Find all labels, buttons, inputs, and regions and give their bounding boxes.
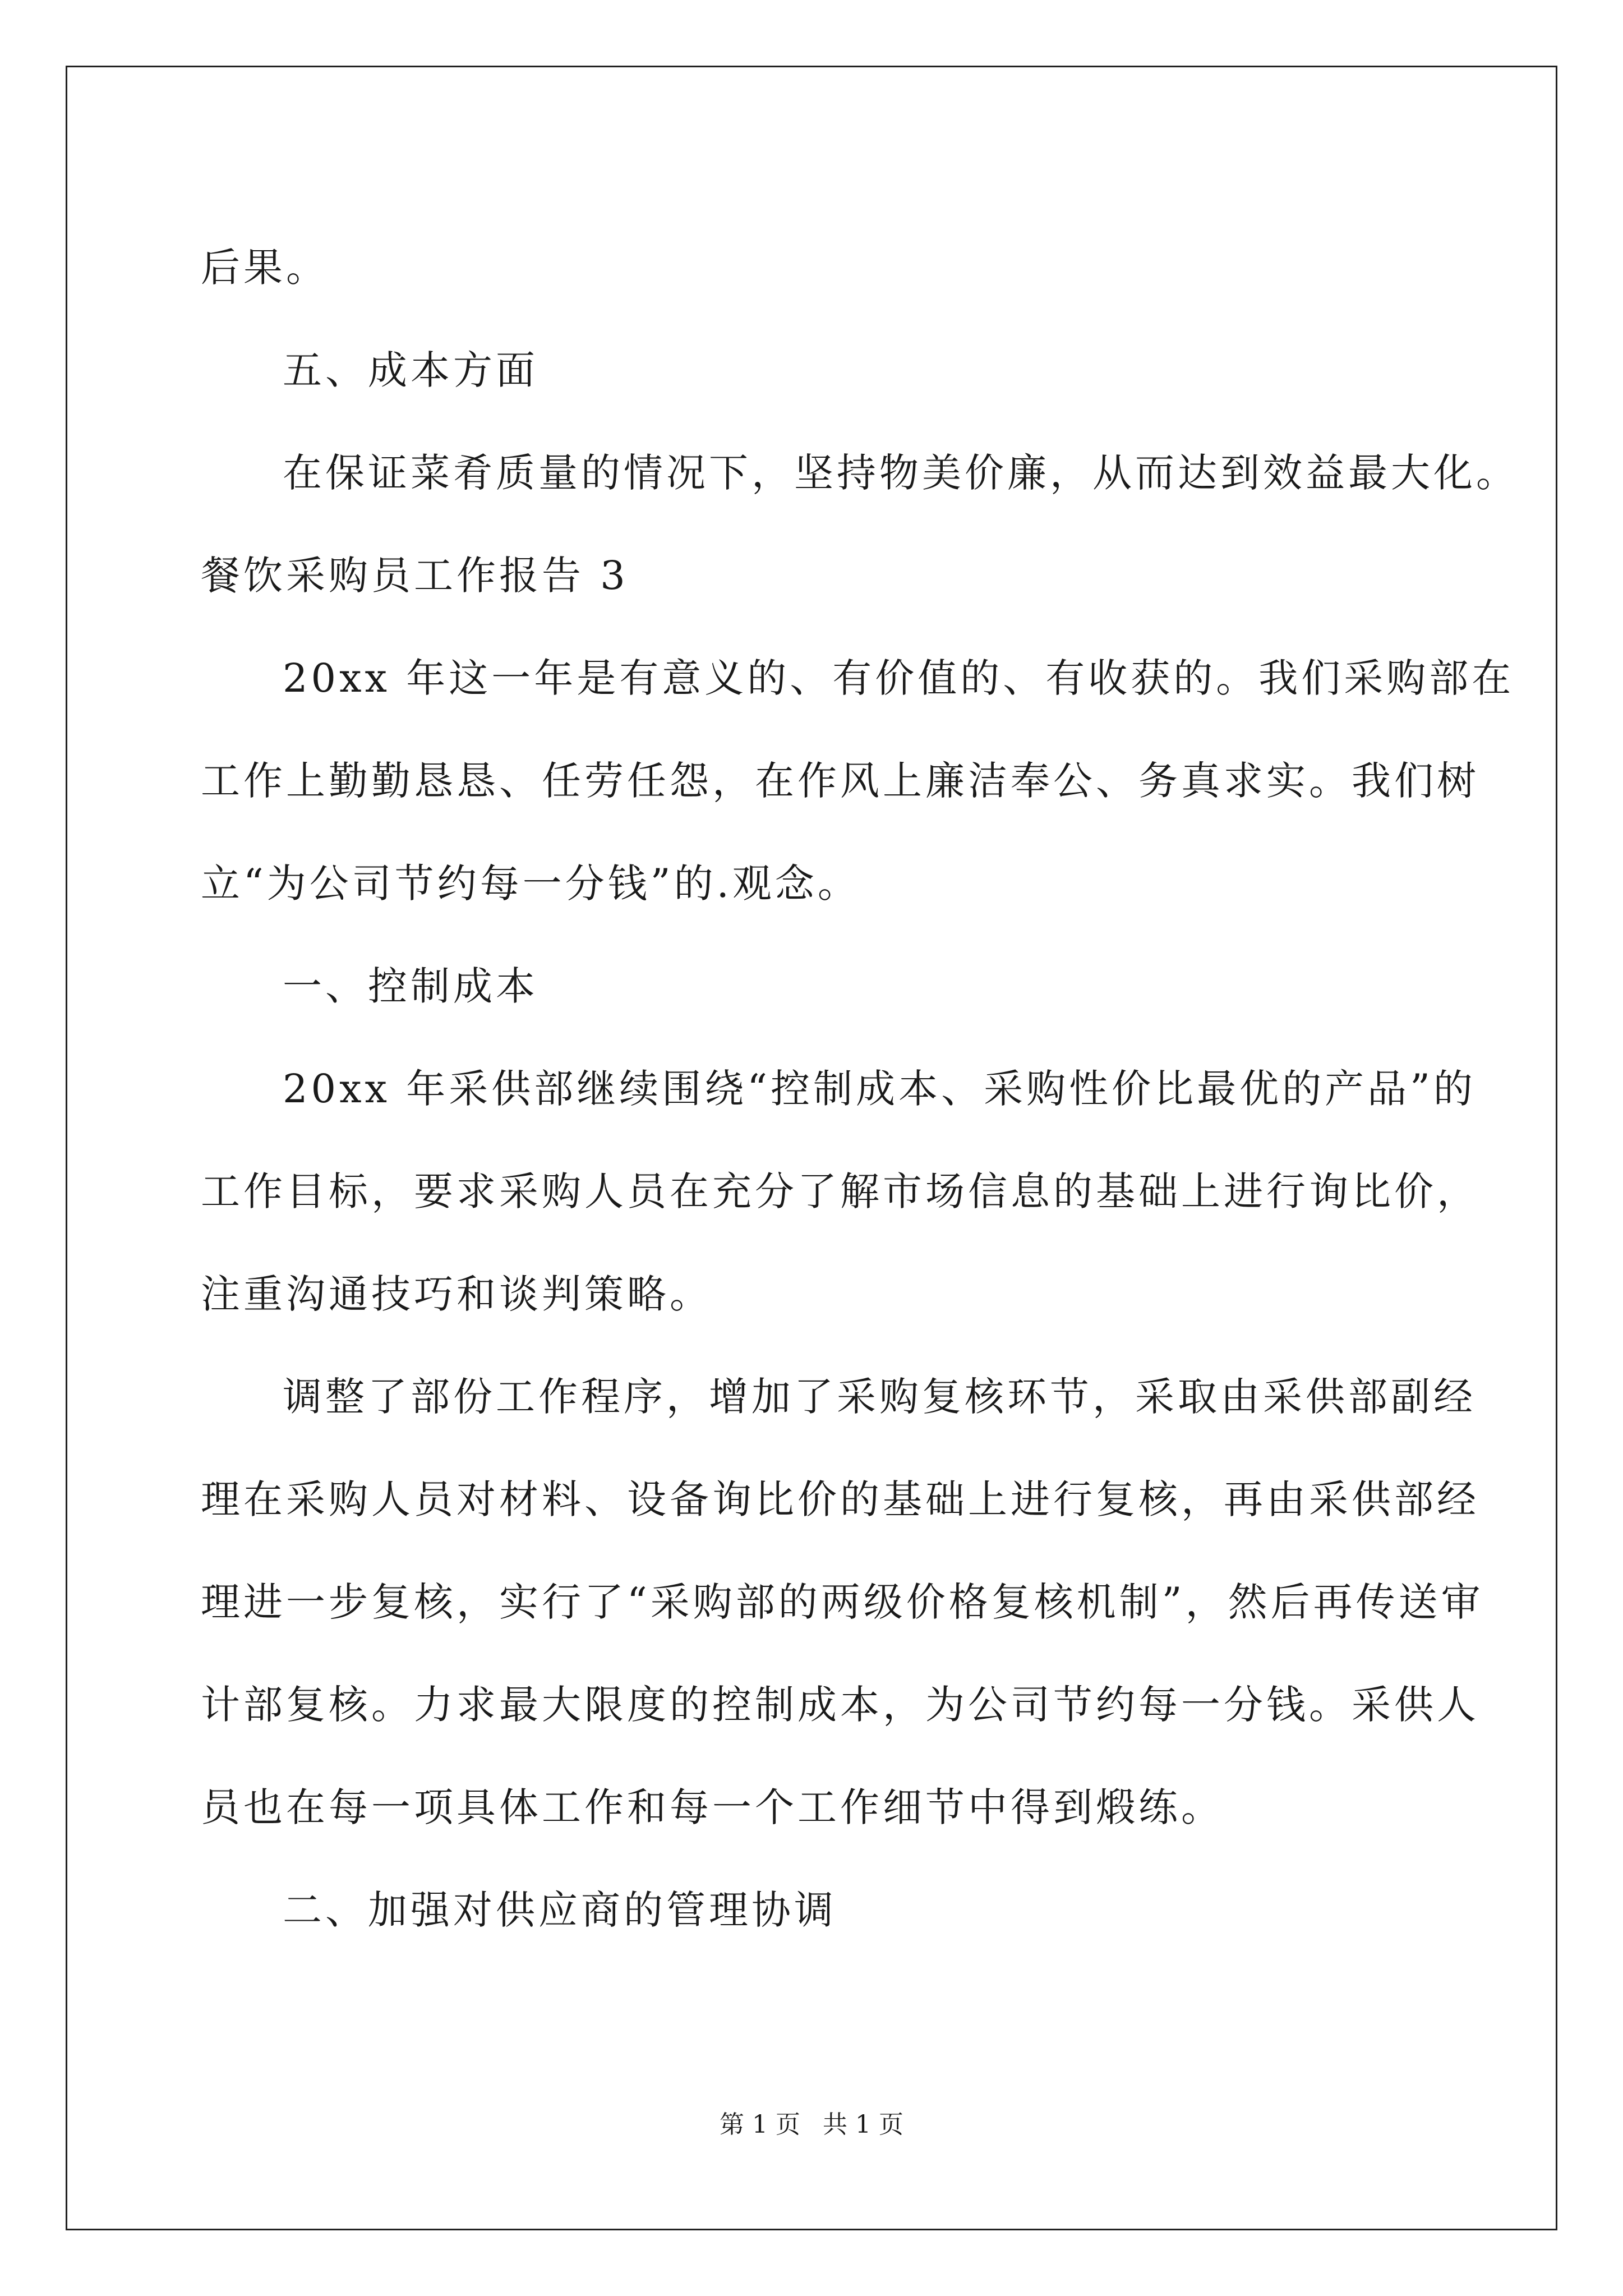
- page-number: 第 1 页: [720, 2110, 800, 2139]
- section-heading-supplier: 二、加强对供应商的管理协调: [283, 1887, 837, 1933]
- text-line: 20xx 年这一年是有意义的、有价值的、有收获的。我们采购部在: [283, 655, 1515, 701]
- text-line: 计部复核。力求最大限度的控制成本，为公司节约每一分钱。采供人: [201, 1682, 1479, 1728]
- text-line: 理在采购人员对材料、设备询比价的基础上进行复核，再由采供部经: [201, 1476, 1479, 1522]
- text-line: 工作上勤勤恳恳、任劳任怨，在作风上廉洁奉公、务真求实。我们树: [201, 758, 1479, 804]
- page-footer: [0, 2108, 1623, 2142]
- document-body: [201, 217, 1519, 1962]
- report-title: 餐饮采购员工作报告 3: [201, 553, 629, 599]
- text-line: 员也在每一项具体工作和每一个工作细节中得到煅练。: [201, 1784, 1224, 1830]
- section-heading-cost: 五、成本方面: [283, 347, 538, 393]
- page-total: 共 1 页: [823, 2110, 903, 2139]
- section-heading-control-cost: 一、控制成本: [283, 963, 538, 1009]
- text-line: 理进一步复核，实行了“采购部的两级价格复核机制”，然后再传送审: [201, 1579, 1484, 1625]
- text-line: 工作目标，要求采购人员在充分了解市场信息的基础上进行询比价，: [201, 1168, 1479, 1214]
- text-line: 20xx 年采供部继续围绕“控制成本、采购性价比最优的产品”的: [283, 1066, 1476, 1112]
- text-line: 在保证菜肴质量的情况下，坚持物美价廉，从而达到效益最大化。: [283, 450, 1519, 496]
- text-line: 后果。: [201, 245, 329, 291]
- text-line: 立“为公司节约每一分钱”的.观念。: [201, 861, 860, 907]
- text-line: 注重沟通技巧和谈判策略。: [201, 1271, 712, 1317]
- text-line: 调整了部份工作程序，增加了采购复核环节，采取由采供部副经: [283, 1374, 1476, 1420]
